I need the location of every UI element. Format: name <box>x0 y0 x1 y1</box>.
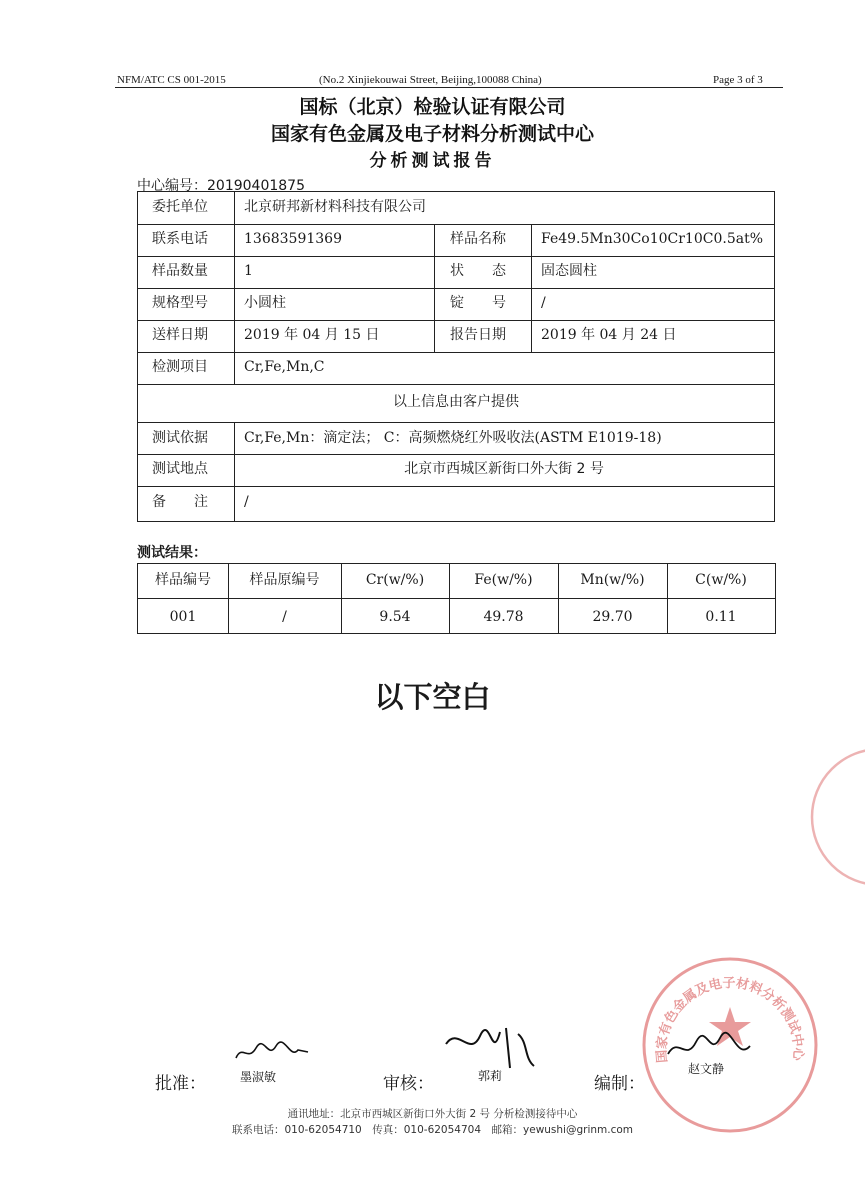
report-date-label: 报告日期 <box>450 327 506 343</box>
basis-label: 测试依据 <box>152 430 208 446</box>
quantity-label: 样品数量 <box>152 263 208 279</box>
remark-value: / <box>244 494 249 510</box>
sample-name-value: Fe49.5Mn30Co10Cr10C0.5at% <box>541 231 763 247</box>
result-fe: 49.78 <box>483 609 524 625</box>
state-value: 固态圆柱 <box>541 263 597 279</box>
footer-address: 通讯地址：北京市西城区新街口外大街 2 号 分析检测接待中心 <box>287 1108 578 1120</box>
table-rule <box>138 384 774 385</box>
header-fe: Fe(w/%) <box>474 572 533 588</box>
phone-label: 联系电话 <box>152 231 208 247</box>
header-c: C(w/%) <box>695 572 747 588</box>
client-provided-note: 以上信息由客户提供 <box>393 394 519 410</box>
location-label: 测试地点 <box>152 461 208 477</box>
result-sample-no: 001 <box>169 609 197 625</box>
result-orig-no: / <box>282 609 287 625</box>
document-code: NFM/ATC CS 001-2015 <box>117 74 226 86</box>
results-table <box>137 563 776 634</box>
header-orig-no: 样品原编号 <box>249 572 320 588</box>
header-sample-no: 样品编号 <box>155 572 211 588</box>
results-label: 测试结果： <box>137 545 207 561</box>
items-label: 检测项目 <box>152 359 208 375</box>
report-date-value: 2019 年 04 月 24 日 <box>541 327 677 343</box>
sent-date-value: 2019 年 04 月 15 日 <box>244 327 380 343</box>
phone-value: 13683591369 <box>244 231 342 247</box>
table-rule <box>531 224 532 352</box>
company-title: 国标（北京）检验认证有限公司 <box>299 96 566 118</box>
items-value: Cr,Fe,Mn,C <box>244 359 325 375</box>
header-mn: Mn(w/%) <box>580 572 645 588</box>
sent-date-label: 送样日期 <box>152 327 208 343</box>
header-cr: Cr(w/%) <box>365 572 425 588</box>
sample-name-label: 样品名称 <box>450 231 506 247</box>
remark-label: 备 注 <box>152 494 208 510</box>
report-title: 分析测试报告 <box>369 151 496 171</box>
basis-value: Cr,Fe,Mn：滴定法； C：高频燃烧红外吸收法(ASTM E1019-18) <box>244 430 662 446</box>
result-mn: 29.70 <box>592 609 633 625</box>
compiler-name: 赵文静 <box>688 1062 725 1076</box>
table-rule <box>434 224 435 352</box>
ingot-value: / <box>541 295 546 311</box>
result-cr: 9.54 <box>379 609 411 625</box>
page-number: Page 3 of 3 <box>713 74 763 86</box>
approve-label: 批准： <box>155 1074 206 1094</box>
state-label: 状 态 <box>450 263 506 279</box>
compile-label: 编制： <box>594 1074 645 1094</box>
blank-below-note: 以下空白 <box>374 680 491 714</box>
spec-label: 规格型号 <box>152 295 208 311</box>
client-value: 北京研邦新材料科技有限公司 <box>244 199 426 215</box>
ingot-label: 锭 号 <box>450 295 506 311</box>
quantity-value: 1 <box>244 263 253 279</box>
client-label: 委托单位 <box>152 199 208 215</box>
location-value: 北京市西城区新街口外大街 2 号 <box>404 461 604 477</box>
report-number: 中心编号：20190401875 <box>137 178 305 194</box>
approver-signature <box>232 1038 312 1066</box>
table-rule <box>138 598 775 599</box>
lab-address-en: (No.2 Xinjiekouwai Street, Beijing,100088 China) <box>319 74 542 86</box>
result-c: 0.11 <box>705 609 737 625</box>
approver-name: 墨淑敏 <box>240 1070 277 1084</box>
table-rule <box>234 192 235 384</box>
center-title: 国家有色金属及电子材料分析测试中心 <box>270 123 594 145</box>
footer-contact: 联系电话：010-62054710 传真：010-62054704 邮箱：yewushi@grinm.com <box>231 1124 634 1136</box>
sample-info-table <box>137 191 775 522</box>
review-label: 审核： <box>383 1074 434 1094</box>
spec-value: 小圆柱 <box>244 295 286 311</box>
partial-stamp <box>780 745 865 895</box>
reviewer-name: 郭莉 <box>478 1069 503 1083</box>
svg-text:国家有色金属及电子材料分析测试中心: 国家有色金属及电子材料分析测试中心 <box>654 976 806 1064</box>
header-rule <box>115 87 783 88</box>
